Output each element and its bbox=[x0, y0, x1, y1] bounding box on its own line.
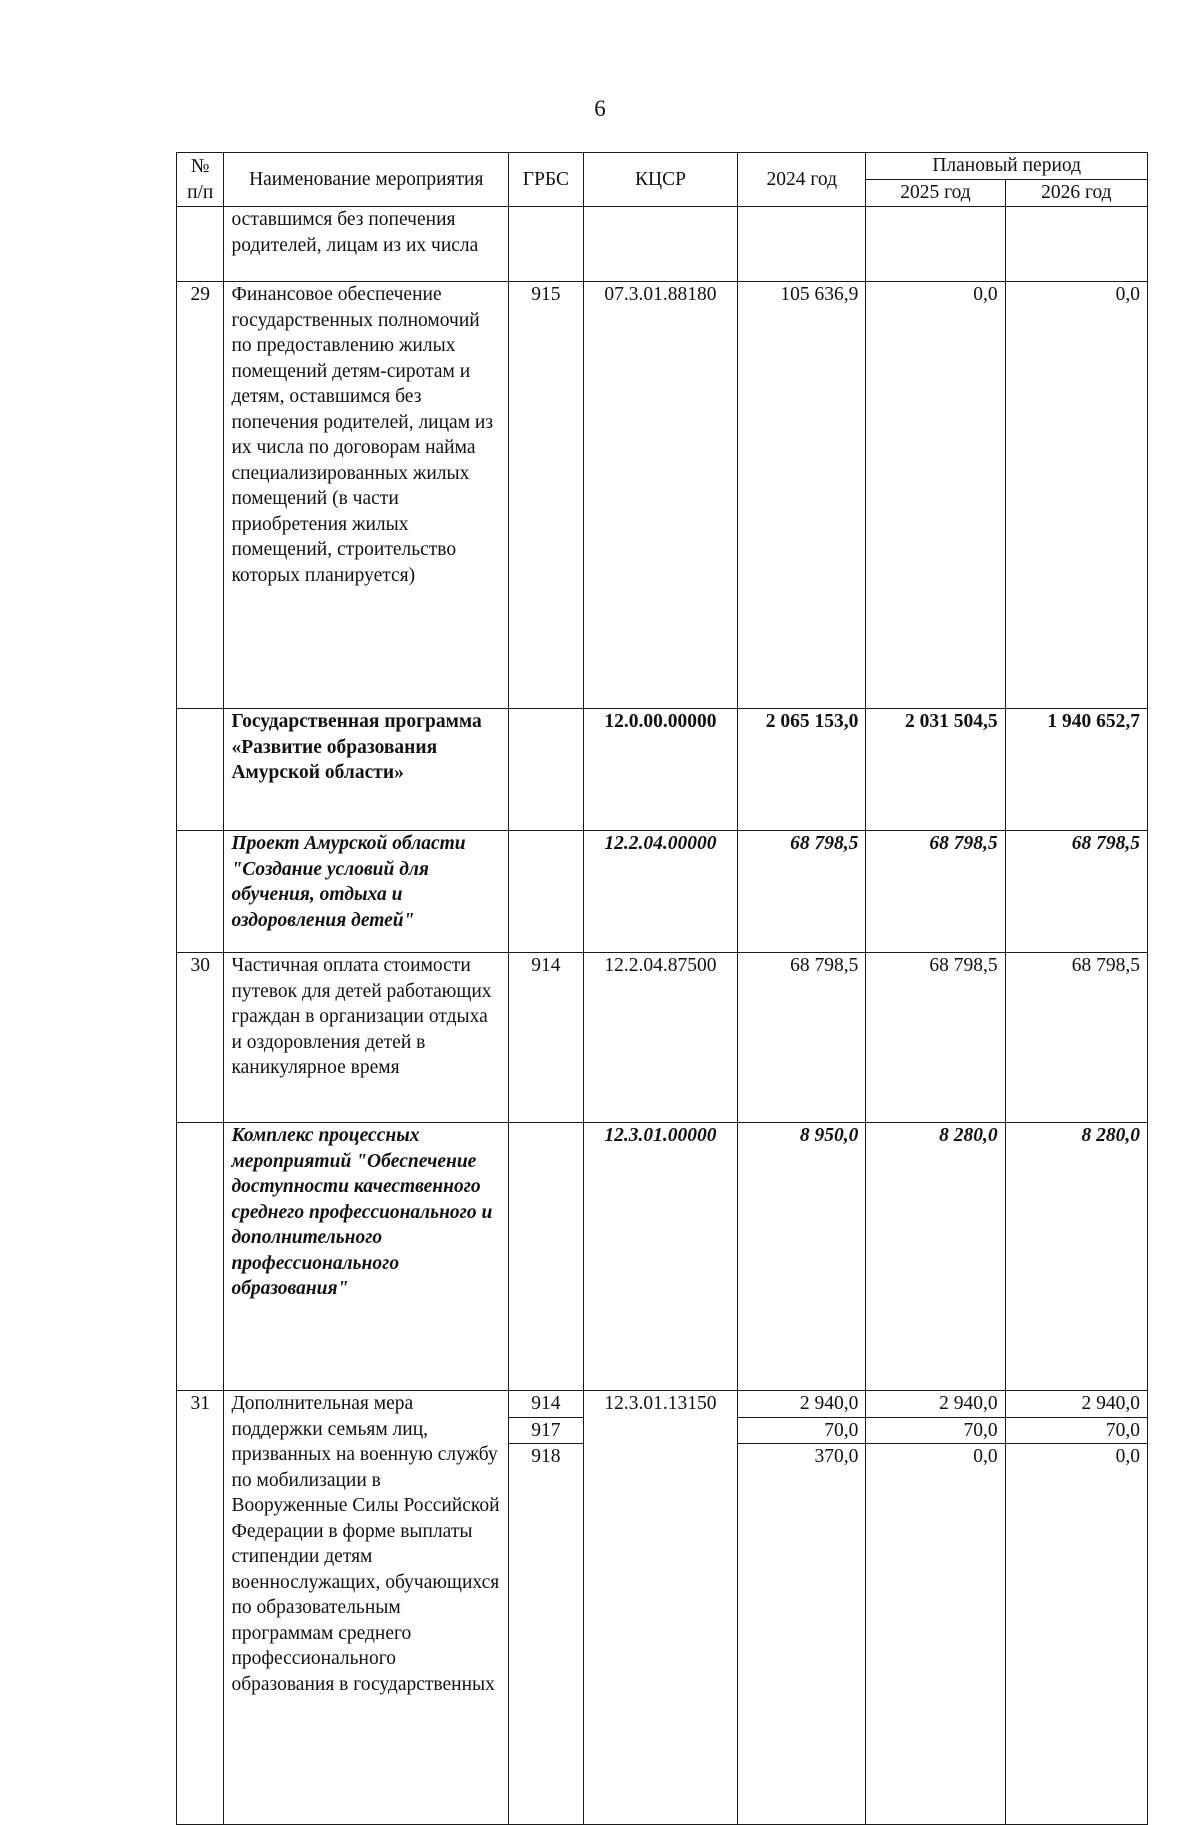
row-value-2024: 68 798,5 bbox=[738, 831, 866, 953]
row-number: 31 bbox=[177, 1391, 224, 1825]
row-number bbox=[177, 207, 224, 282]
row-number: 29 bbox=[177, 282, 224, 709]
header-kcsr: КЦСР bbox=[583, 153, 737, 207]
header-2024: 2024 год bbox=[738, 153, 866, 207]
row-name: Дополнительная мера поддержки семьям лиц, призванных на военную службу по мобилизации в Вооруженные Силы Российской Федерации в форме выплаты стипендии детям военнослужащих, обучающихся по образовательным программам среднего профессионального образования в государственных bbox=[224, 1391, 509, 1825]
row-value-2025 bbox=[866, 207, 1005, 282]
row-value-2024: 2 065 153,0 bbox=[738, 709, 866, 831]
row-value-2025-line: 70,0 bbox=[866, 1418, 1004, 1445]
row-kcsr: 12.0.00.00000 bbox=[583, 709, 737, 831]
table-row bbox=[177, 282, 1148, 709]
row-value-2024-line: 2 940,0 bbox=[738, 1391, 865, 1418]
row-value-2026-line: 70,0 bbox=[1006, 1418, 1147, 1445]
row-name: Проект Амурской области "Создание условий для обучения, отдыха и оздоровления детей" bbox=[224, 831, 509, 953]
table-body bbox=[177, 207, 1148, 1825]
header-grbs: ГРБС bbox=[509, 153, 584, 207]
header-planned-period: Плановый период bbox=[866, 153, 1148, 180]
row-value-2024 bbox=[738, 1391, 866, 1825]
row-value-2026: 68 798,5 bbox=[1005, 953, 1147, 1123]
row-number bbox=[177, 1123, 224, 1391]
row-kcsr: 12.3.01.00000 bbox=[583, 1123, 737, 1391]
row-grbs: 914 bbox=[509, 953, 584, 1123]
budget-table bbox=[176, 152, 1148, 1825]
row-value-2024-line: 370,0 bbox=[814, 1446, 859, 1467]
header-name: Наименование мероприятия bbox=[224, 153, 509, 207]
row-value-2025: 68 798,5 bbox=[866, 953, 1005, 1123]
page-number: 6 bbox=[594, 96, 606, 121]
row-value-2024: 8 950,0 bbox=[738, 1123, 866, 1391]
row-grbs-line: 914 bbox=[509, 1391, 583, 1418]
row-name: Частичная оплата стоимости путевок для детей работающих граждан в организации отдыха и оздоровления детей в каникулярное время bbox=[224, 953, 509, 1123]
row-value-2026 bbox=[1005, 207, 1147, 282]
row-value-2026-line: 0,0 bbox=[1115, 1446, 1140, 1467]
table-header bbox=[177, 153, 1148, 207]
table-row bbox=[177, 709, 1148, 831]
row-grbs-line: 917 bbox=[509, 1418, 583, 1445]
row-value-2025-line: 0,0 bbox=[973, 1446, 998, 1467]
row-value-2024: 68 798,5 bbox=[738, 953, 866, 1123]
row-value-2025-line: 2 940,0 bbox=[866, 1391, 1004, 1418]
row-value-2026: 1 940 652,7 bbox=[1005, 709, 1147, 831]
row-value-2024-line: 70,0 bbox=[738, 1418, 865, 1445]
row-grbs bbox=[509, 207, 584, 282]
row-grbs bbox=[509, 1391, 584, 1825]
row-kcsr: 12.2.04.87500 bbox=[583, 953, 737, 1123]
row-value-2025: 68 798,5 bbox=[866, 831, 1005, 953]
row-value-2026: 0,0 bbox=[1005, 282, 1147, 709]
row-name: Государственная программа «Развитие образования Амурской области» bbox=[224, 709, 509, 831]
row-grbs bbox=[509, 1123, 584, 1391]
header-num-line1: № bbox=[190, 156, 210, 177]
row-number bbox=[177, 709, 224, 831]
table-row bbox=[177, 1123, 1148, 1391]
row-kcsr: 07.3.01.88180 bbox=[583, 282, 737, 709]
row-number: 30 bbox=[177, 953, 224, 1123]
row-value-2026 bbox=[1005, 1391, 1147, 1825]
row-value-2024: 105 636,9 bbox=[738, 282, 866, 709]
row-grbs bbox=[509, 831, 584, 953]
row-value-2025: 8 280,0 bbox=[866, 1123, 1005, 1391]
table-row bbox=[177, 831, 1148, 953]
row-grbs-line: 918 bbox=[531, 1446, 561, 1467]
row-number bbox=[177, 831, 224, 953]
row-name: Финансовое обеспечение государственных полномочий по предоставлению жилых помещений детям-сиротам и детям, оставшимся без попечения родителей, лицам из их числа по договорам найма специализированных жилых помещений (в части приобретения жилых помещений, строительство которых планируется) bbox=[224, 282, 509, 709]
row-name: Комплекс процессных мероприятий "Обеспечение доступности качественного среднего профессионального и дополнительного профессионального образования" bbox=[224, 1123, 509, 1391]
table-row bbox=[177, 1391, 1148, 1825]
row-value-2024 bbox=[738, 207, 866, 282]
row-name: оставшимся без попечения родителей, лицам из их числа bbox=[224, 207, 509, 282]
row-value-2026-line: 2 940,0 bbox=[1006, 1391, 1147, 1418]
table-row bbox=[177, 207, 1148, 282]
row-grbs bbox=[509, 709, 584, 831]
table-row bbox=[177, 953, 1148, 1123]
header-num bbox=[177, 153, 224, 207]
header-2025: 2025 год bbox=[866, 180, 1005, 207]
header-num-line2: п/п bbox=[187, 181, 214, 203]
header-2026: 2026 год bbox=[1005, 180, 1147, 207]
row-value-2026: 8 280,0 bbox=[1005, 1123, 1147, 1391]
row-value-2025: 2 031 504,5 bbox=[866, 709, 1005, 831]
row-kcsr bbox=[583, 207, 737, 282]
row-kcsr: 12.3.01.13150 bbox=[583, 1391, 737, 1825]
row-value-2025: 0,0 bbox=[866, 282, 1005, 709]
row-grbs: 915 bbox=[509, 282, 584, 709]
row-kcsr: 12.2.04.00000 bbox=[583, 831, 737, 953]
row-value-2025 bbox=[866, 1391, 1005, 1825]
row-value-2026: 68 798,5 bbox=[1005, 831, 1147, 953]
